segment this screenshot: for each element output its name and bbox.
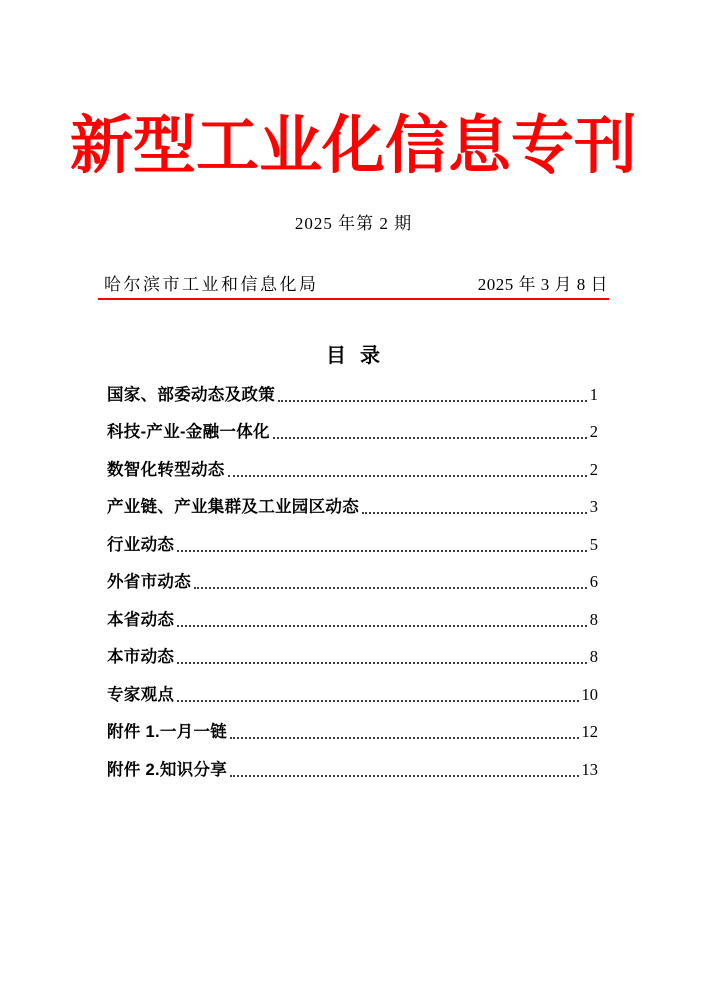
toc-entry-page-number: 5 <box>589 534 598 554</box>
document-title: 新型工业化信息专刊 <box>70 111 637 181</box>
issue-number: 2025 年第 2 期 <box>294 214 413 234</box>
toc-entry[interactable] <box>107 604 598 642</box>
toc-entry-page-number: 3 <box>589 497 598 517</box>
toc-entry-page-number: 12 <box>581 722 598 742</box>
toc-entry[interactable] <box>107 492 598 530</box>
publication-date: 2025 年 3 月 8 日 <box>477 275 608 295</box>
toc-dot-leader <box>230 737 578 739</box>
toc-dot-leader <box>177 625 587 627</box>
toc-dot-leader <box>230 775 578 777</box>
toc-entry-label: 本市动态 <box>107 648 175 667</box>
toc-entry-page-number: 8 <box>589 609 598 629</box>
toc-entry[interactable] <box>107 379 598 417</box>
toc-entry-label: 专家观点 <box>107 685 175 704</box>
toc-entry-page-number: 2 <box>589 422 598 442</box>
organization-name: 哈尔滨市工业和信息化局 <box>104 275 319 295</box>
toc-entry-label: 数智化转型动态 <box>107 460 225 479</box>
toc-dot-leader <box>278 400 587 402</box>
toc-entry-label: 科技-产业-金融一体化 <box>107 423 270 442</box>
toc-dot-leader <box>177 700 578 702</box>
toc-entry-page-number: 13 <box>581 759 598 779</box>
toc-heading: 目 录 <box>325 345 382 368</box>
toc-entry[interactable] <box>107 679 598 717</box>
toc-dot-leader <box>177 550 587 552</box>
toc-entry[interactable] <box>107 529 598 567</box>
toc-entry[interactable] <box>107 454 598 492</box>
toc-entry-label: 行业动态 <box>107 535 175 554</box>
toc-entry[interactable] <box>107 642 598 680</box>
toc-entry-label: 本省动态 <box>107 610 175 629</box>
toc-entry-label: 附件 2.知识分享 <box>107 760 228 779</box>
toc-entry-page-number: 1 <box>589 384 598 404</box>
toc-entry[interactable] <box>107 717 598 755</box>
toc-entry-page-number: 10 <box>581 684 598 704</box>
toc-entry-page-number: 6 <box>589 572 598 592</box>
toc-dot-leader <box>177 662 587 664</box>
toc-entry[interactable] <box>107 754 598 792</box>
toc-dot-leader <box>194 587 587 589</box>
toc-dot-leader <box>273 437 587 439</box>
masthead-row <box>99 274 608 296</box>
toc-dot-leader <box>228 475 587 477</box>
toc-list <box>99 379 608 792</box>
toc-entry-label: 国家、部委动态及政策 <box>107 385 275 404</box>
toc-entry-page-number: 2 <box>589 459 598 479</box>
toc-dot-leader <box>362 512 587 514</box>
toc-entry-label: 附件 1.一月一链 <box>107 723 228 742</box>
toc-entry[interactable] <box>107 567 598 605</box>
toc-entry-label: 产业链、产业集群及工业园区动态 <box>107 498 359 517</box>
toc-entry-label: 外省市动态 <box>107 573 191 592</box>
toc-entry-page-number: 8 <box>589 647 598 667</box>
masthead-divider-rule <box>98 298 609 300</box>
toc-entry[interactable] <box>107 417 598 455</box>
